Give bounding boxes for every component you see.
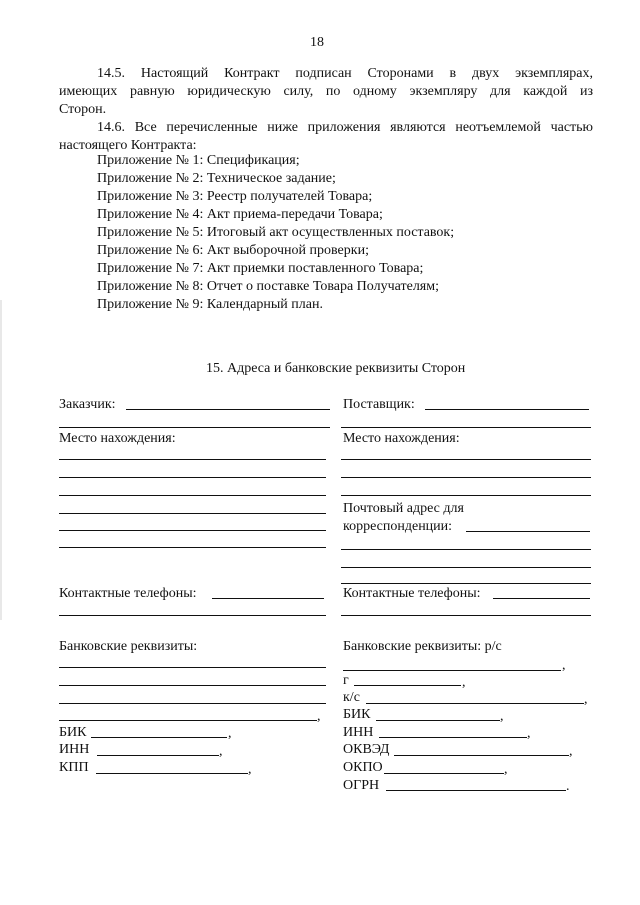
punct-comma: ,: [317, 709, 321, 724]
appendix-item: Приложение № 3: Реестр получателей Товара;: [97, 189, 373, 204]
supplier-field-line: [341, 427, 591, 428]
customer-field-line: [126, 409, 330, 410]
kpp-line: [96, 773, 248, 774]
phones-line: [341, 615, 591, 616]
supplier-ks-label: к/с: [343, 690, 360, 705]
supplier-okved-label: ОКВЭД: [343, 742, 390, 757]
punct-comma: ,: [527, 726, 531, 741]
supplier-field-line: [425, 409, 589, 410]
p145-line3: Сторон.: [59, 102, 107, 117]
bik-line: [376, 720, 500, 721]
appendix-item: Приложение № 4: Акт приема-передачи Товара;: [97, 207, 383, 222]
appendix-item: Приложение № 6: Акт выборочной проверки;: [97, 243, 369, 258]
punct-comma: ,: [569, 744, 573, 759]
punct-comma: ,: [248, 762, 252, 777]
p146-line2: настоящего Контракта:: [59, 138, 197, 153]
customer-kpp-label: КПП: [59, 760, 89, 775]
appendix-item: Приложение № 1: Спецификация;: [97, 153, 300, 168]
supplier-okpo-label: ОКПО: [343, 760, 383, 775]
postal-line: [466, 531, 590, 532]
page-number: 18: [310, 35, 324, 50]
bank-line: [59, 667, 326, 668]
phones-line: [493, 598, 590, 599]
inn-line: [379, 737, 527, 738]
customer-bik-label: БИК: [59, 725, 87, 740]
postal-line: [341, 549, 591, 550]
location-line: [341, 477, 591, 478]
p146-line1: 14.6. Все перечисленные ниже приложения являются неотъемлемой частью: [97, 120, 593, 135]
punct-comma: ,: [228, 726, 232, 741]
ogrn-line: [386, 790, 566, 791]
punct-comma: ,: [562, 658, 566, 673]
ks-line: [366, 703, 584, 704]
supplier-bik-label: БИК: [343, 707, 371, 722]
bank-line: [59, 685, 326, 686]
okved-line: [394, 755, 569, 756]
appendix-item: Приложение № 5: Итоговый акт осуществленных поставок;: [97, 225, 455, 240]
postal-address-label: Почтовый адрес для: [343, 501, 464, 516]
bank-line: [59, 703, 326, 704]
punct-comma: ,: [462, 675, 466, 690]
scan-shadow: [0, 300, 2, 620]
appendix-item: Приложение № 7: Акт приемки поставленного Товара;: [97, 261, 424, 276]
postal-line: [341, 567, 591, 568]
okpo-line: [384, 773, 504, 774]
appendix-item: Приложение № 2: Техническое задание;: [97, 171, 336, 186]
punct-comma: ,: [219, 744, 223, 759]
location-line: [59, 530, 326, 531]
bank-line: [59, 720, 317, 721]
city-line: [354, 685, 461, 686]
account-line: [343, 670, 561, 671]
location-line: [59, 495, 326, 496]
supplier-label: Поставщик:: [343, 397, 415, 412]
supplier-bank-label: Банковские реквизиты: р/с: [343, 639, 502, 654]
location-line: [341, 459, 591, 460]
location-line: [59, 513, 326, 514]
punct-comma: ,: [504, 762, 508, 777]
supplier-ogrn-label: ОГРН: [343, 778, 380, 793]
postal-address-label: корреспонденции:: [343, 519, 453, 534]
supplier-inn-label: ИНН: [343, 725, 374, 740]
phones-line: [59, 615, 326, 616]
customer-inn-label: ИНН: [59, 742, 90, 757]
supplier-phones-label: Контактные телефоны:: [343, 586, 481, 601]
section15-title: 15. Адреса и банковские реквизиты Сторон: [206, 361, 466, 376]
location-line: [59, 547, 326, 548]
customer-label: Заказчик:: [59, 397, 116, 412]
inn-line: [97, 755, 219, 756]
supplier-location-label: Место нахождения:: [343, 431, 460, 446]
location-line: [59, 459, 326, 460]
punct-comma: ,: [500, 709, 504, 724]
bik-line: [91, 737, 227, 738]
customer-phones-label: Контактные телефоны:: [59, 586, 197, 601]
postal-line: [341, 583, 591, 584]
punct-period: .: [566, 779, 570, 794]
location-line: [341, 495, 591, 496]
customer-field-line: [59, 427, 330, 428]
punct-comma: ,: [584, 692, 588, 707]
supplier-city-label: г: [343, 673, 349, 688]
phones-line: [212, 598, 324, 599]
location-line: [59, 477, 326, 478]
customer-location-label: Место нахождения:: [59, 431, 176, 446]
p145-line1: 14.5. Настоящий Контракт подписан Сторонами в двух экземплярах,: [97, 66, 593, 81]
p145-line2: имеющих равную юридическую силу, по одному экземпляру для каждой из: [59, 84, 593, 99]
appendix-item: Приложение № 8: Отчет о поставке Товара Получателям;: [97, 279, 439, 294]
appendix-item: Приложение № 9: Календарный план.: [97, 297, 323, 312]
customer-bank-label: Банковские реквизиты:: [59, 639, 198, 654]
